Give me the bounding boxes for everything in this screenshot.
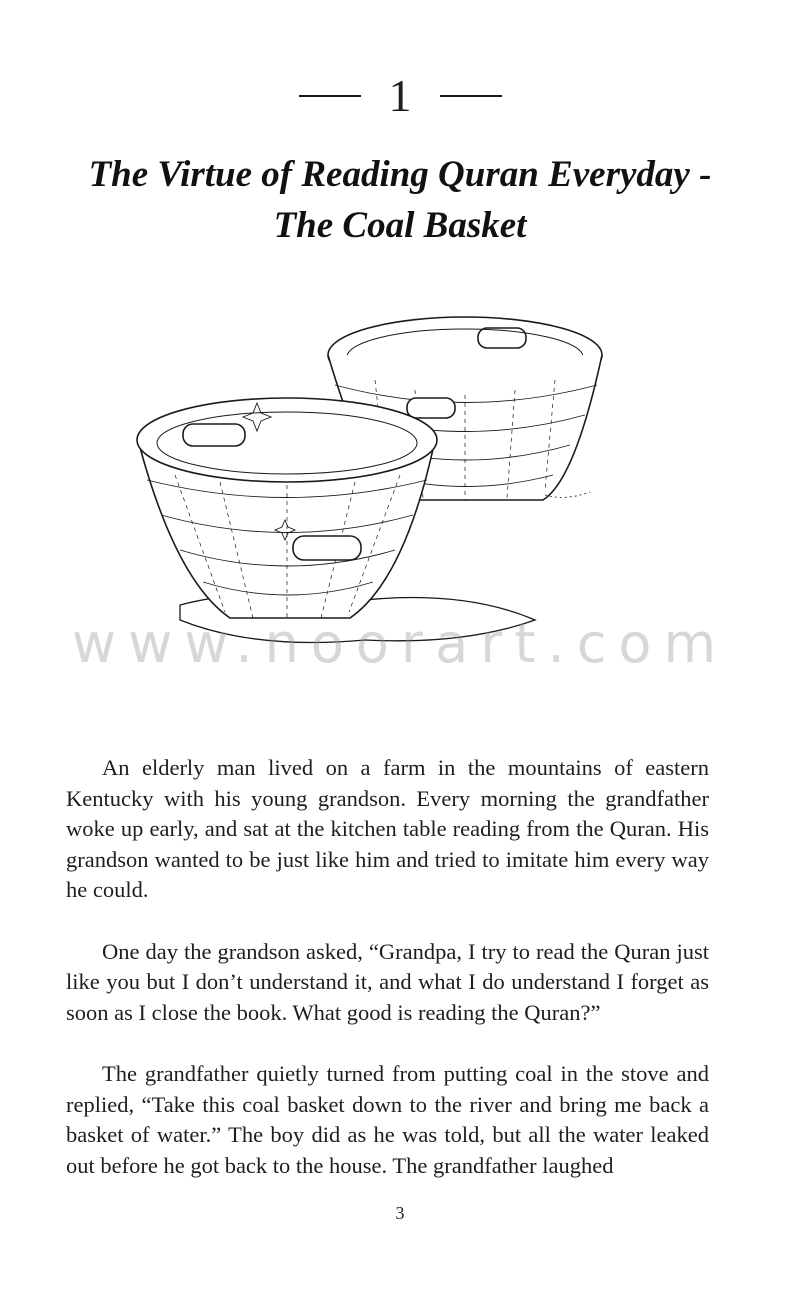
watermark: www.noorart.com <box>71 612 729 675</box>
chapter-title-line-2: The Coal Basket <box>273 204 527 246</box>
chapter-number: 1 <box>388 70 412 121</box>
paragraph-3: The grandfather quietly turned from putting coal in the stove and replied, “Take this coal basket down to the river and bring me back a basket of water.” The boy did as he was told, but all the water leaked out before he got back to the house. The grandfather laughed <box>66 1061 709 1178</box>
chapter-heading <box>0 70 800 122</box>
right-rule <box>440 95 502 97</box>
body-text <box>66 753 709 1212</box>
chapter-title <box>20 149 780 251</box>
chapter-title-line-1: The Virtue of Reading Quran Everyday - <box>88 153 712 195</box>
left-rule <box>299 95 361 97</box>
paragraph-2: One day the grandson asked, “Grandpa, I try to read the Quran just like you but I don’t understand it, and what I do understand I forget as soon as I close the book. What good is reading the Quran?” <box>66 938 709 1025</box>
page-number: 3 <box>395 1203 405 1223</box>
paragraph-1: An elderly man lived on a farm in the mountains of eastern Kentucky with his young grandson. Every morning the grandfather woke up early, and sat at the kitchen table reading from the Quran. His grandson wanted to be just like him and tried to imitate him every way he could. <box>66 755 709 902</box>
